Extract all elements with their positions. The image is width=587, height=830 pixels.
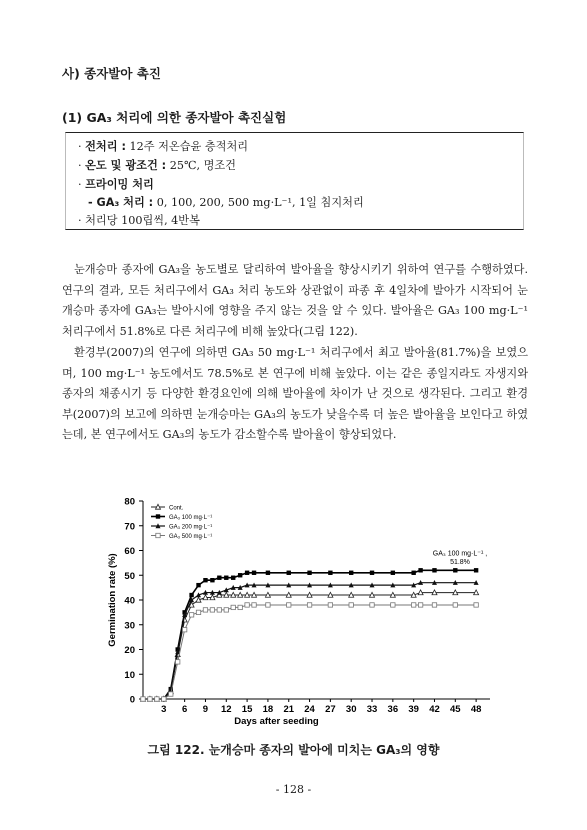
data-point-3 [196,610,200,614]
data-point-3 [266,603,270,607]
x-tick-label: 3 [161,704,167,715]
y-tick-label: 0 [129,694,135,706]
data-point-3 [203,608,207,612]
box-line-priming: · 프라이밍 처리 [78,178,154,191]
data-point-1 [189,593,193,597]
box-line-pretreatment: · 전처리 : 12주 저온습윤 층적처리 [78,140,249,153]
data-point-1 [391,571,395,575]
data-point-3 [162,697,166,701]
legend-label: GA₃ 500 mg·L⁻¹ [169,534,213,540]
data-point-3 [391,603,395,607]
data-point-1 [411,571,415,575]
data-point-1 [210,578,214,582]
series-line-3 [143,605,476,699]
data-point-3 [189,613,193,617]
temperature-value: 25℃, 명조건 [169,159,236,172]
data-point-3 [148,697,152,701]
legend-marker [156,533,160,537]
data-point-3 [182,628,186,632]
data-point-3 [328,603,332,607]
pretreatment-label: 전처리 : [85,140,126,153]
data-point-3 [245,603,249,607]
x-tick-label: 39 [408,704,419,715]
replicates-value: 처리당 100립씩, 4반복 [85,214,200,227]
data-point-3 [474,603,478,607]
data-point-1 [238,573,242,577]
germination-chart [105,492,497,730]
subsection-heading: (1) GA₃ 처리에 의한 종자발아 촉진실험 [62,110,287,125]
data-point-1 [196,583,200,587]
paragraph-1: 눈개승마 종자에 GA₃을 농도별로 달리하여 발아율을 향상시키기 위하여 연구를 수행하였다. 연구의 결과, 모든 처리구에서 GA₃ 처리 농도와 상관없이 파종 후 4일차에 발아가 시작되어 눈개승마 종자에 GA₃는 발아시에 영향을 주지 않는 것을 알 수 있다. 발아율은 GA₃ 100 mg·L⁻¹ 처리구에서 51.8%로 다른 처리구에 비해 높았다(그림 122). [62,263,528,338]
data-point-1 [224,576,228,580]
data-point-1 [287,571,291,575]
ga3-value: 0, 100, 200, 500 mg·L⁻¹, 1일 침지처리 [156,196,364,209]
x-tick-label: 30 [345,704,357,715]
data-point-3 [231,605,235,609]
x-tick-label: 24 [304,704,315,715]
x-tick-label: 36 [387,704,399,715]
y-tick-label: 20 [124,645,135,656]
annotation-line-1: GA₃ 100 mg·L⁻¹ , [432,550,488,558]
y-tick-label: 40 [124,595,135,607]
y-tick-label: 50 [124,570,135,582]
data-point-3 [141,697,145,701]
data-point-3 [169,692,173,696]
x-tick-label: 42 [429,704,440,715]
data-point-1 [432,568,436,572]
data-point-1 [474,568,478,572]
data-point-3 [217,608,221,612]
figure-caption: 그림 122. 눈개승마 종자의 발아에 미치는 GA₃의 영향 [147,743,440,757]
legend-label: GA₃ 200 mg·L⁻¹ [169,524,213,531]
data-point-1 [203,578,207,582]
section-heading: 사) 종자발아 촉진 [62,66,161,81]
data-point-3 [176,660,180,664]
y-tick-label: 30 [124,620,135,632]
x-tick-label: 6 [181,704,188,715]
data-point-3 [453,603,457,607]
data-point-1 [418,568,422,572]
data-point-3 [210,608,214,612]
data-point-1 [307,571,311,575]
data-point-3 [432,603,436,607]
x-tick-label: 9 [202,704,209,715]
data-point-1 [453,568,457,572]
data-point-3 [287,603,291,607]
box-line-ga3 [88,194,364,210]
data-point-3 [252,603,256,607]
x-tick-label: 45 [450,704,461,715]
legend-label: Cont. [169,505,184,512]
priming-label: 프라이밍 처리 [85,178,154,191]
annotation-line-2: 51.8% [450,559,470,567]
box-line-replicates: · 처리당 100립씩, 4반복 [78,214,200,227]
data-point-3 [349,603,353,607]
data-point-1 [266,571,270,575]
data-point-3 [224,608,228,612]
data-point-1 [231,576,235,580]
data-point-1 [252,571,256,575]
legend-marker [156,514,160,518]
data-point-1 [245,571,249,575]
x-tick-label: 33 [366,704,378,715]
x-tick-label: 18 [262,704,274,715]
y-tick-label: 80 [124,496,135,508]
legend-label: GA₃ 100 mg·L⁻¹ [169,515,213,521]
series-line-1 [143,570,476,699]
x-tick-label: 15 [241,704,253,715]
data-point-3 [370,603,374,607]
series-line-0 [143,593,476,699]
data-point-1 [328,571,332,575]
data-point-1 [217,576,221,580]
data-point-1 [370,571,374,575]
paragraph-2: 환경부(2007)의 연구에 의하면 GA₃ 50 mg·L⁻¹ 처리구에서 최고 발아율(81.7%)을 보였으며, 100 mg·L⁻¹ 농도에서도 78.5%로 본 연구에 비해 높았다. 이는 같은 종일지라도 자생지와 종자의 채종시기 등 다양한 환경요인에 의해 발아율에 차이가 난 것으로 생각된다. 그리고 환경부(2007)의 보고에 의하면 눈개승마는 GA₃의 농도가 낮을수록 더 높은 발아율을 보인다고 하였는데, 본 연구에서도 GA₃의 농도가 감소할수록 발아율이 향상되었다. [62,346,528,442]
x-tick-label: 12 [220,704,232,715]
temperature-label: 온도 및 광조건 : [85,159,167,172]
x-tick-label: 21 [283,704,295,715]
data-point-3 [411,603,415,607]
data-point-3 [418,603,422,607]
pretreatment-value: 12주 저온습윤 층적처리 [129,140,249,153]
y-tick-label: 60 [124,546,135,557]
page-number: - 128 - [275,783,312,796]
x-tick-label: 48 [470,704,482,715]
box-line-temperature: · 온도 및 광조건 : 25℃, 명조건 [78,159,236,172]
experiment-conditions-box [65,132,524,230]
x-axis-label: Days after seeding [234,716,319,727]
y-axis-label: Germination rate (%) [107,553,118,647]
data-point-1 [349,571,353,575]
y-tick-label: 70 [124,521,135,533]
x-tick-label: 27 [325,704,336,715]
ga3-label: - GA₃ 처리 : [88,196,154,209]
y-tick-label: 10 [124,669,135,681]
data-point-3 [155,697,159,701]
data-point-3 [307,603,311,607]
data-point-3 [238,605,242,609]
